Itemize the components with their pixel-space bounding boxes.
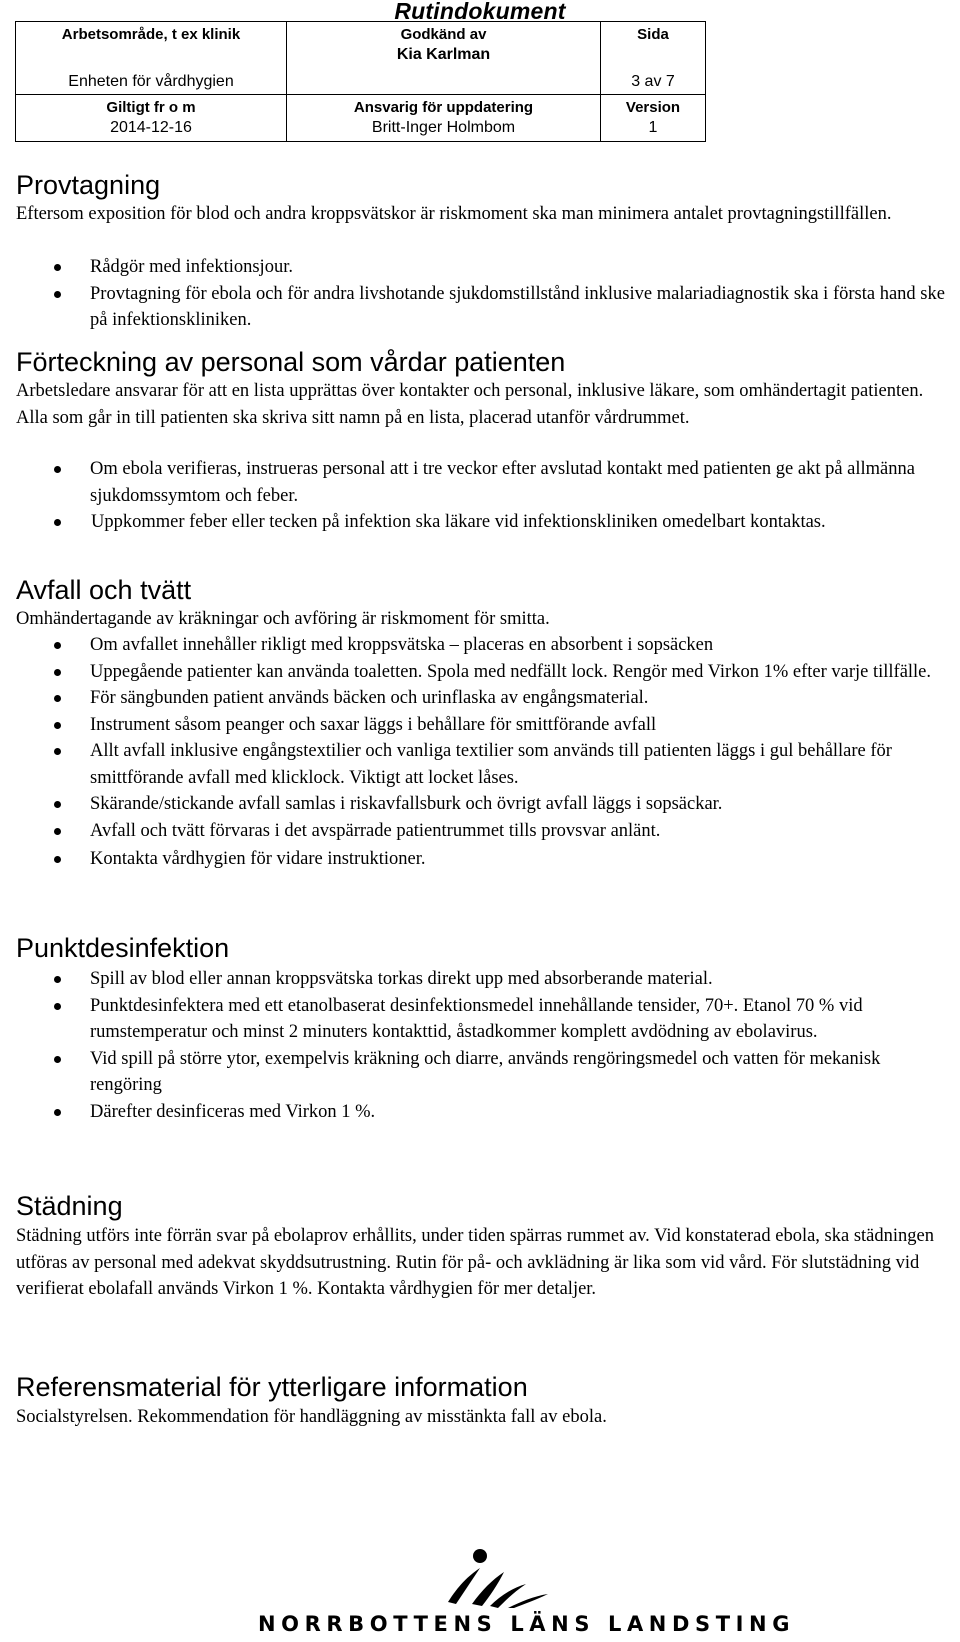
area-value: Enheten för vårdhygien: [68, 73, 234, 90]
section-heading-punktdesinfektion: Punktdesinfektion: [16, 933, 230, 963]
list-item: Uppegående patienter kan använda toaletten. Spola med nedfällt lock. Rengör med Virkon 1% efter varje tillfälle.: [16, 659, 948, 686]
bullet-icon: [54, 695, 61, 702]
document-title: Rutindokument: [394, 0, 566, 24]
list-item: Skärande/stickande avfall samlas i riskavfallsburk och övrigt avfall läggs i sopsäckar.: [16, 791, 948, 818]
page-value: 3 av 7: [631, 73, 675, 90]
bullet-icon: [54, 264, 61, 271]
logo-wordmark: NORRBOTTENS LÄNS LANDSTING: [258, 1612, 796, 1636]
avfall-list: [16, 632, 948, 873]
bullet-icon: [54, 801, 61, 808]
page-label: Sida: [637, 26, 669, 43]
list-item: Avfall och tvätt förvaras i det avspärrade patientrummet tills provsvar anlänt.: [16, 818, 948, 845]
forteckning-list: [16, 456, 948, 536]
valid-from-cell: [16, 95, 287, 142]
list-item: För sängbunden patient används bäcken och urinflaska av engångsmaterial.: [16, 685, 948, 712]
organization-logo: [258, 1546, 796, 1642]
bullet-icon: [54, 291, 61, 298]
stadning-intro: Städning utförs inte förrän svar på ebolaprov erhållits, under tiden spärras rummet av. Vid konstaterad ebola, ska städningen utföras av personal med adekvat skyddsutrustning. Rutin för på- och avklädning är lika som vid vård. För slutstädning vid verifierat ebolafall används Virkon 1 %. Kontakta vårdhygien för mer detaljer.: [16, 1226, 934, 1299]
version-cell: [601, 95, 706, 142]
punktdesinfektion-list: [16, 966, 948, 1125]
bullet-icon: [54, 856, 61, 863]
list-item: Provtagning för ebola och för andra livshotande sjukdomstillstånd inklusive malariadiagnostik ska i första hand ske på infektionskliniken.: [16, 281, 948, 334]
list-item: Därefter desinficeras med Virkon 1 %.: [16, 1099, 948, 1126]
list-item: Kontakta vårdhygien för vidare instruktioner.: [16, 846, 948, 873]
section-heading-provtagning: Provtagning: [16, 170, 161, 200]
page-cell: [601, 22, 706, 95]
bullet-icon: [54, 722, 61, 729]
responsible-label: Ansvarig för uppdatering: [353, 99, 534, 116]
bullet-icon: [54, 1109, 61, 1116]
bullet-icon: [54, 976, 61, 983]
bullet-icon: [54, 642, 61, 649]
bullet-icon: [54, 748, 61, 755]
forteckning-intro: Arbetsledare ansvarar för att en lista upprättas över kontakter och personal, inklusive läkare, som omhändertagit patienten. Alla som går in till patienten ska skriva sitt namn på en lista, placerad utanför vårdrummet.: [16, 381, 924, 428]
section-heading-stadning: Städning: [16, 1191, 123, 1221]
version-value: 1: [648, 119, 658, 136]
list-item: Uppkommer feber eller tecken på infektion ska läkare vid infektionskliniken omedelbart kontaktas.: [16, 509, 948, 536]
approved-cell: [287, 22, 601, 95]
valid-from-value: 2014-12-16: [110, 119, 192, 136]
bullet-icon: [54, 466, 61, 473]
document-header-table: [15, 21, 706, 142]
referens-intro: Socialstyrelsen. Rekommendation för handläggning av misstänkta fall av ebola.: [16, 1407, 607, 1427]
provtagning-list: [16, 254, 948, 334]
list-item: Punktdesinfektera med ett etanolbaserat desinfektionsmedel innehållande tensider, 70+. Etanol 70 % vid rumstemperatur och minst 2 minuters kontakttid, åstadkommer komplett avdödning av ebolavirus.: [16, 993, 948, 1046]
list-item: Instrument såsom peanger och saxar läggs i behållare för smittförande avfall: [16, 712, 948, 739]
valid-from-label: Giltigt fr o m: [106, 99, 196, 116]
approved-value: Kia Karlman: [396, 46, 491, 63]
provtagning-intro: Eftersom exposition för blod och andra kroppsvätskor är riskmoment ska man minimera antalet provtagningstillfällen.: [16, 204, 892, 224]
responsible-value: Britt-Inger Holmbom: [371, 119, 516, 136]
section-heading-forteckning: Förteckning av personal som vårdar patienten: [16, 347, 566, 377]
bullet-icon: [54, 519, 61, 526]
list-item: Om avfallet innehåller rikligt med kroppsvätska – placeras en absorbent i sopsäcken: [16, 632, 948, 659]
area-label: Arbetsområde, t ex klinik: [61, 26, 241, 43]
bullet-icon: [54, 1003, 61, 1010]
responsible-cell: [287, 95, 601, 142]
list-item: Vid spill på större ytor, exempelvis kräkning och diarre, används rengöringsmedel och vatten för mekanisk rengöring: [16, 1046, 948, 1099]
approved-label: Godkänd av: [400, 26, 487, 43]
list-item: Om ebola verifieras, instrueras personal att i tre veckor efter avslutad kontakt med patienten ge akt på allmänna sjukdomssymtom och feber.: [16, 456, 948, 509]
bullet-icon: [54, 669, 61, 676]
avfall-intro: Omhändertagande av kräkningar och avföring är riskmoment för smitta.: [16, 609, 550, 629]
bullet-icon: [54, 1056, 61, 1063]
area-cell: [16, 22, 287, 95]
version-label: Version: [625, 99, 681, 116]
logo-mark-icon: [258, 1546, 708, 1608]
bullet-icon: [54, 828, 61, 835]
section-heading-referens: Referensmaterial för ytterligare information: [16, 1372, 528, 1402]
list-item: Rådgör med infektionsjour.: [16, 254, 948, 281]
section-heading-avfall: Avfall och tvätt: [16, 575, 192, 605]
list-item: Allt avfall inklusive engångstextilier och vanliga textilier som används till patienten läggs i gul behållare för smittförande avfall med klicklock. Viktigt att locket låses.: [16, 738, 948, 791]
list-item: Spill av blod eller annan kroppsvätska torkas direkt upp med absorberande material.: [16, 966, 948, 993]
